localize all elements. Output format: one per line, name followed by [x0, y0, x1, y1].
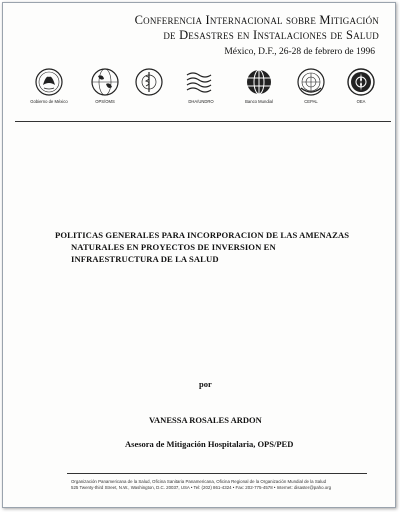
paho-globe-icon — [90, 67, 120, 97]
conference-date: México, D.F., 26-28 de febrero de 1996 — [224, 47, 375, 57]
undro-waves-icon — [184, 67, 218, 97]
footer-line-2: 525 Twenty-third Street, N.W., Washington, D.C. 20037, USA • Tel: (202) 861-4324 • Fax: 202-775-4578 • Internet: disaster@paho.org — [71, 485, 332, 490]
document-title — [55, 229, 375, 265]
logo-label: OPS/OMS — [95, 99, 115, 104]
world-bank-globe-icon — [244, 67, 274, 97]
mexico-seal-icon — [34, 67, 64, 97]
un-emblem-icon — [296, 67, 326, 97]
title-line-3: INFRAESTRUCTURA DE LA SALUD — [71, 254, 219, 264]
conference-title — [135, 13, 379, 43]
logo-who — [119, 67, 179, 99]
logo-label: DHA/UNDRO — [188, 99, 214, 104]
footer — [71, 479, 371, 491]
who-emblem-icon — [134, 67, 164, 97]
sponsor-logos — [19, 67, 389, 113]
document-page — [11, 7, 395, 507]
logo-banco-mundial — [229, 67, 289, 104]
logo-oea — [331, 67, 391, 104]
author-affiliation: Asesora de Mitigación Hospitalaria, OPS/PED — [125, 439, 294, 449]
logo-gobierno-mexico — [19, 67, 79, 104]
title-line-2: NATURALES EN PROYECTOS DE INVERSION EN — [71, 242, 276, 252]
logo-label: Banco Mundial — [245, 99, 273, 104]
logo-label: CEPAL — [304, 99, 318, 104]
header-divider — [15, 121, 391, 122]
title-line-1: POLITICAS GENERALES PARA INCORPORACION DE LAS AMENAZAS — [55, 230, 350, 240]
logo-label: Gobierno de México — [30, 99, 68, 104]
conference-title-line-1: Conferencia Internacional sobre Mitigación — [134, 13, 379, 27]
logo-label: OEA — [356, 99, 366, 104]
oas-seal-icon — [346, 67, 376, 97]
author-name: VANESSA ROSALES ARDON — [149, 415, 262, 425]
conference-title-line-2: de Desastres en Instalaciones de Salud — [163, 28, 379, 42]
by-label: por — [199, 379, 212, 389]
footer-line-1: Organización Panamericana de la Salud, Oficina Sanitaria Panamericana, Oficina Regional de la Organización Mundial de la Salud — [71, 479, 327, 484]
logo-dha-undro — [171, 67, 231, 104]
footer-divider — [67, 473, 367, 474]
document-frame — [2, 2, 396, 508]
